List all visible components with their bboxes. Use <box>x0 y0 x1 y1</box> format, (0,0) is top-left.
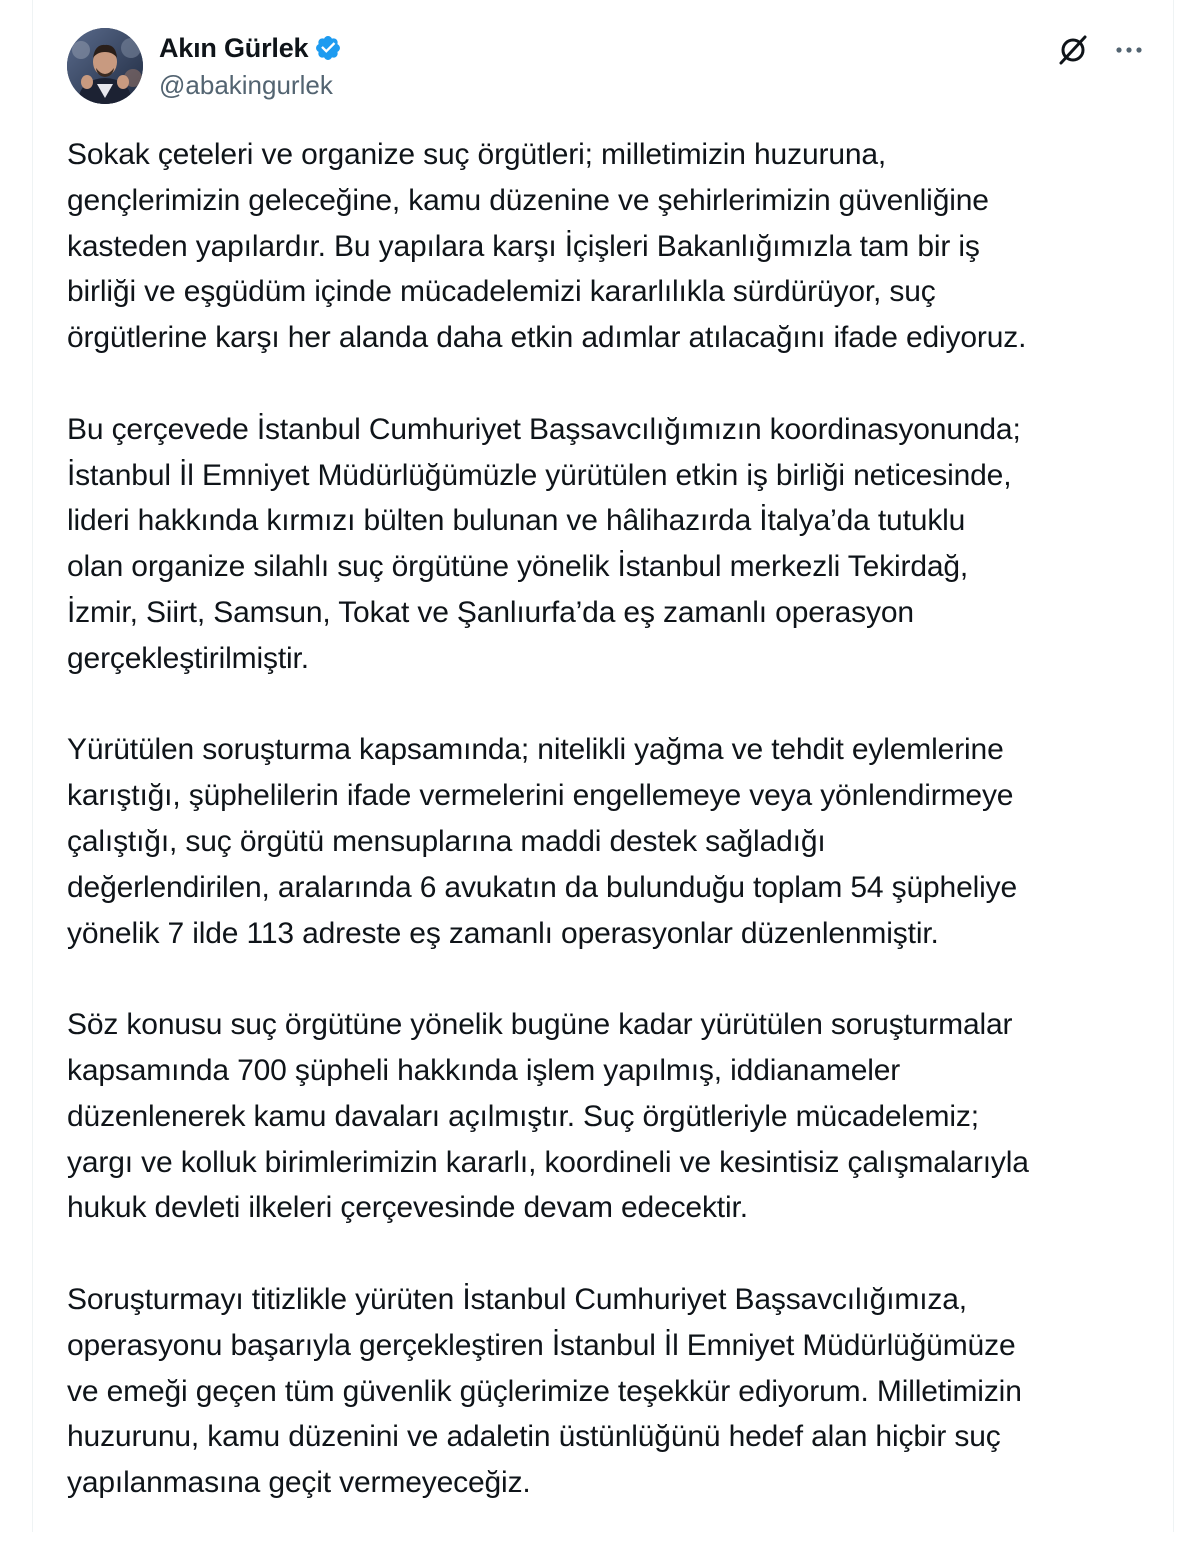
post-paragraph: Sokak çeteleri ve organize suç örgütleri; milletimizin huzuruna, gençlerimizin geleceğine, kamu düzenine ve şehirlerimizin güvenliğine kasteden yapılardır. Bu yapılara karşı İçişleri Bakanlığımızla tam bir iş birliği ve eşgüdüm içinde mücadelemizi kararlılıkla sürdürüyor, suç örgütlerine karşı her alanda daha etkin adımlar atılacağını ifade ediyoruz. <box>67 138 1027 355</box>
post-actions <box>1053 30 1147 70</box>
post-text <box>67 132 1157 1552</box>
post-paragraph: Yürütülen soruşturma kapsamında; nitelikli yağma ve tehdit eylemlerine karıştığı, şüphelilerin ifade vermelerini engellemeye veya yönlendirmeye çalıştığı, suç örgütü mensuplarına maddi destek sağladığı değerlendirilen, aralarında 6 avukatın da bulunduğu toplam 54 şüpheliye yönelik 7 ilde 113 adreste eş zamanlı operasyonlar düzenlenmiştir. <box>67 733 1018 950</box>
grok-button[interactable] <box>1053 30 1093 70</box>
post-paragraph: Bu çerçevede İstanbul Cumhuriyet Başsavcılığımızın koordinasyonunda; İstanbul İl Emniyet Müdürlüğümüzle yürütülen etkin iş birliği neticesinde, lideri hakkında kırmızı bülten bulunan ve hâlihazırda İtalya’da tutuklu olan organize silahlı suç örgütüne yönelik İstanbul merkezli Tekirdağ, İzmir, Siirt, Samsun, Tokat ve Şanlıurfa’da eş zamanlı operasyon gerçekleştirilmiştir. <box>67 412 1021 675</box>
name-row <box>159 30 342 66</box>
avatar[interactable] <box>67 28 143 104</box>
author-identity <box>159 30 342 102</box>
post-card <box>32 0 1174 1532</box>
post-paragraph: Soruşturmayı titizlikle yürüten İstanbul Cumhuriyet Başsavcılığımıza, operasyonu başarıyla gerçekleştiren İstanbul İl Emniyet Müdürlüğümüze ve emeği geçen tüm güvenlik güçlerimize teşekkür ediyorum. Milletimizin huzurunu, kamu düzenini ve adaletin üstünlüğünü hedef alan hiçbir suç yapılanmasına geçit vermeyeceğiz. <box>67 1282 1022 1500</box>
author-display-name[interactable]: Akın Gürlek <box>159 32 309 63</box>
post-paragraph: Söz konusu suç örgütüne yönelik bugüne kadar yürütülen soruşturmalar kapsamında 700 şüpheli hakkında işlem yapılmış, iddianameler düzenlenerek kamu davaları açılmıştır. Suç örgütleriyle mücadelemiz; yargı ve kolluk birimlerimizin kararlı, koordineli ve kesintisiz çalışmalarıyla hukuk devleti ilkeleri çerçevesinde devam edecektir. <box>67 1008 1029 1225</box>
post-header <box>67 28 1147 108</box>
author-handle[interactable]: @abakingurlek <box>159 70 333 100</box>
more-options-button[interactable] <box>1111 30 1147 70</box>
avatar-photo <box>67 28 143 104</box>
more-dots-icon <box>1115 46 1143 54</box>
grok-icon <box>1056 33 1090 67</box>
verified-badge-icon[interactable] <box>314 34 342 62</box>
